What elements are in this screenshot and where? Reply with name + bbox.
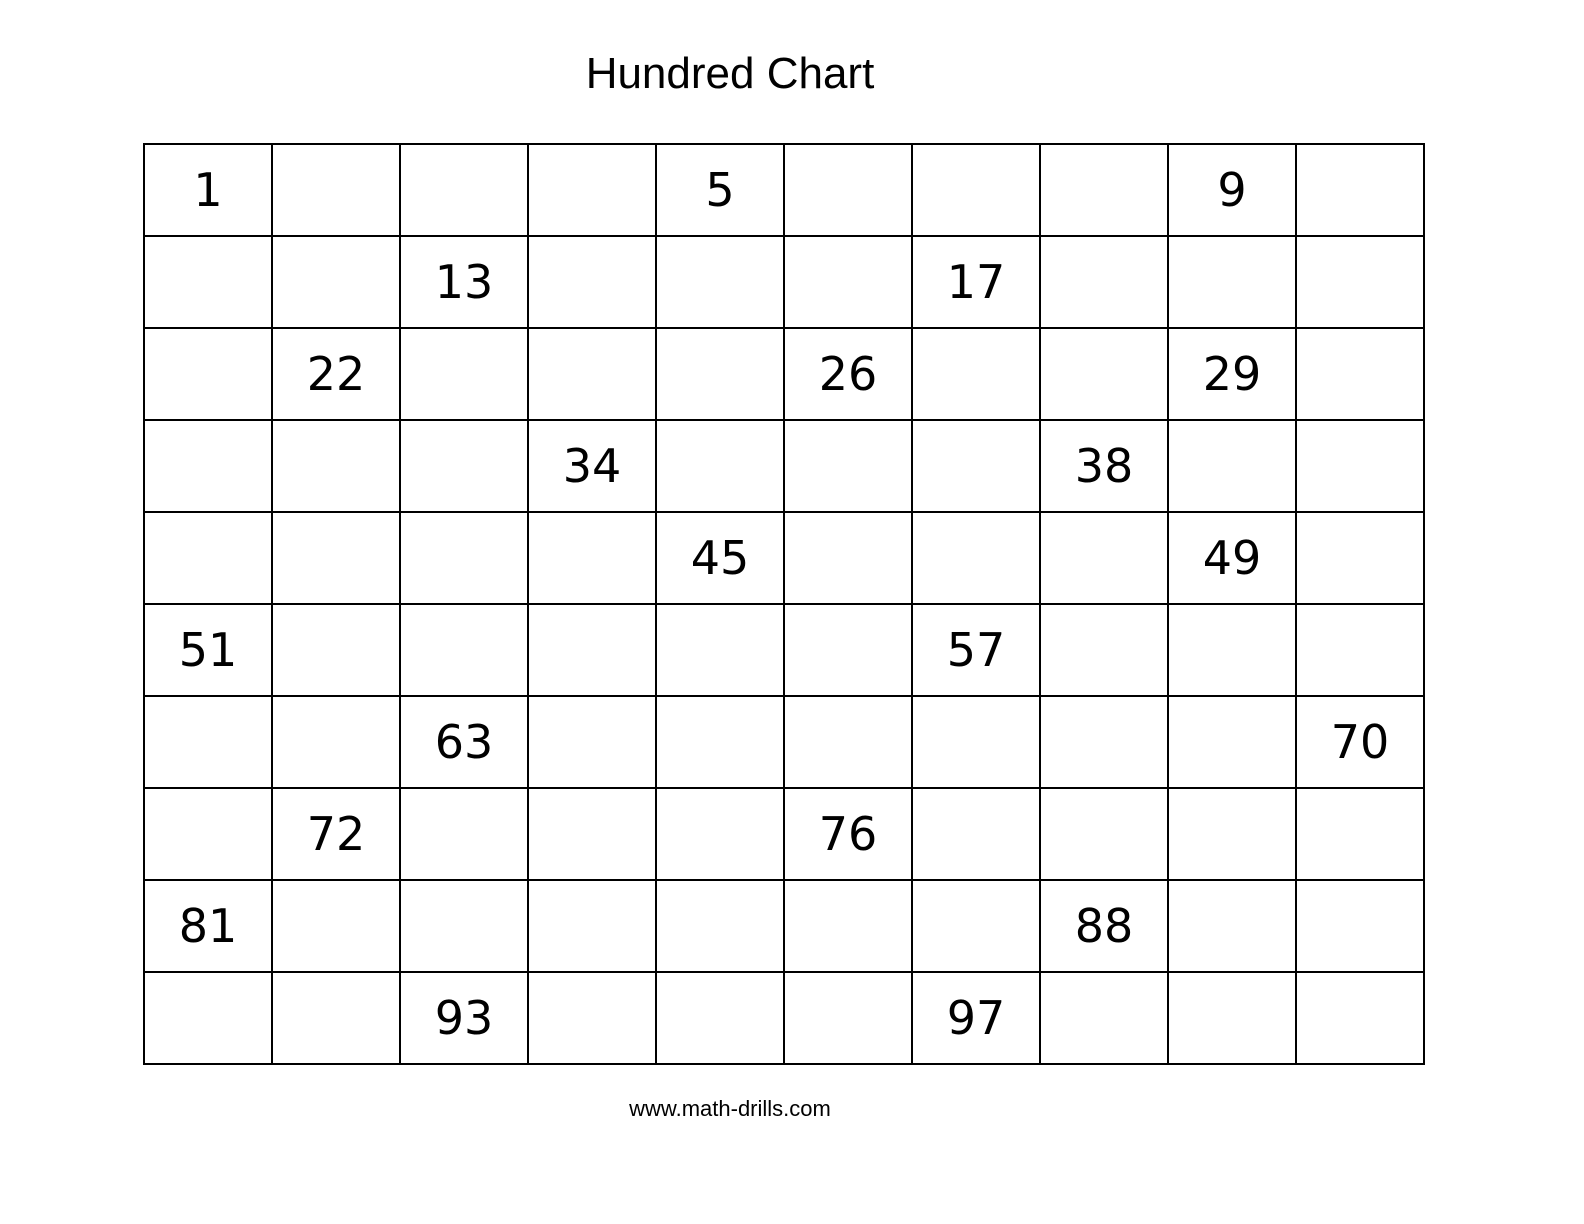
grid-cell-blank[interactable] [144,420,272,512]
grid-cell-filled: 76 [784,788,912,880]
grid-cell-blank[interactable] [1168,236,1296,328]
grid-cell-blank[interactable] [400,512,528,604]
grid-cell-filled: 34 [528,420,656,512]
grid-cell-blank[interactable] [912,880,1040,972]
grid-cell-blank[interactable] [912,788,1040,880]
grid-cell-blank[interactable] [784,144,912,236]
grid-cell-blank[interactable] [656,880,784,972]
grid-cell-blank[interactable] [784,512,912,604]
grid-cell-blank[interactable] [528,604,656,696]
grid-cell-filled: 29 [1168,328,1296,420]
grid-cell-blank[interactable] [272,236,400,328]
grid-cell-blank[interactable] [1040,144,1168,236]
grid-row [144,144,1424,236]
grid-cell-filled: 70 [1296,696,1424,788]
grid-cell-blank[interactable] [272,696,400,788]
grid-cell-blank[interactable] [1296,328,1424,420]
grid-row [144,512,1424,604]
grid-cell-blank[interactable] [528,880,656,972]
grid-cell-blank[interactable] [912,696,1040,788]
grid-cell-blank[interactable] [656,972,784,1064]
grid-cell-filled: 51 [144,604,272,696]
grid-row [144,972,1424,1064]
grid-cell-filled: 57 [912,604,1040,696]
grid-cell-filled: 17 [912,236,1040,328]
grid-cell-filled: 72 [272,788,400,880]
grid-cell-filled: 38 [1040,420,1168,512]
grid-cell-blank[interactable] [1040,696,1168,788]
grid-cell-blank[interactable] [1040,788,1168,880]
grid-cell-blank[interactable] [528,788,656,880]
grid-cell-blank[interactable] [272,144,400,236]
grid-cell-blank[interactable] [272,972,400,1064]
grid-cell-blank[interactable] [272,880,400,972]
grid-cell-filled: 5 [656,144,784,236]
grid-row [144,420,1424,512]
grid-cell-blank[interactable] [1296,144,1424,236]
grid-body [144,144,1424,1064]
grid-cell-blank[interactable] [400,788,528,880]
grid-cell-blank[interactable] [656,788,784,880]
grid-cell-blank[interactable] [400,604,528,696]
grid-cell-blank[interactable] [528,512,656,604]
grid-cell-blank[interactable] [1168,696,1296,788]
grid-cell-blank[interactable] [1296,972,1424,1064]
grid-cell-blank[interactable] [272,512,400,604]
grid-row [144,696,1424,788]
grid-cell-blank[interactable] [656,236,784,328]
grid-cell-blank[interactable] [144,788,272,880]
grid-cell-blank[interactable] [144,972,272,1064]
grid-cell-blank[interactable] [1296,788,1424,880]
grid-cell-blank[interactable] [912,420,1040,512]
grid-cell-blank[interactable] [1168,420,1296,512]
grid-row [144,236,1424,328]
grid-cell-blank[interactable] [144,512,272,604]
grid-cell-filled: 81 [144,880,272,972]
grid-cell-blank[interactable] [784,604,912,696]
grid-cell-blank[interactable] [912,144,1040,236]
grid-cell-blank[interactable] [528,696,656,788]
footer-url: www.math-drills.com [629,1096,831,1121]
grid-cell-blank[interactable] [656,420,784,512]
grid-cell-filled: 49 [1168,512,1296,604]
grid-cell-blank[interactable] [144,696,272,788]
grid-cell-filled: 63 [400,696,528,788]
grid-cell-blank[interactable] [1040,512,1168,604]
grid-cell-blank[interactable] [528,144,656,236]
grid-cell-blank[interactable] [1040,604,1168,696]
grid-cell-blank[interactable] [784,880,912,972]
grid-cell-blank[interactable] [1168,880,1296,972]
grid-row [144,328,1424,420]
grid-cell-blank[interactable] [656,696,784,788]
grid-cell-filled: 9 [1168,144,1296,236]
grid-cell-blank[interactable] [528,236,656,328]
grid-cell-blank[interactable] [400,144,528,236]
page-title: Hundred Chart [585,49,875,98]
grid-cell-blank[interactable] [784,420,912,512]
grid-cell-blank[interactable] [1296,236,1424,328]
grid-cell-blank[interactable] [144,236,272,328]
grid-row [144,788,1424,880]
grid-cell-filled: 45 [656,512,784,604]
grid-cell-filled: 13 [400,236,528,328]
grid-cell-blank[interactable] [1296,880,1424,972]
grid-cell-filled: 22 [272,328,400,420]
grid-cell-blank[interactable] [784,236,912,328]
grid-cell-blank[interactable] [144,328,272,420]
grid-cell-blank[interactable] [1040,972,1168,1064]
grid-cell-filled: 97 [912,972,1040,1064]
grid-row [144,880,1424,972]
grid-cell-filled: 93 [400,972,528,1064]
grid-cell-blank[interactable] [1296,604,1424,696]
grid-cell-blank[interactable] [1040,328,1168,420]
grid-cell-blank[interactable] [1040,236,1168,328]
grid-cell-blank[interactable] [1296,512,1424,604]
grid-cell-blank[interactable] [912,512,1040,604]
grid-cell-blank[interactable] [1168,604,1296,696]
grid-cell-blank[interactable] [528,328,656,420]
grid-cell-blank[interactable] [1168,972,1296,1064]
grid-cell-blank[interactable] [784,696,912,788]
grid-cell-blank[interactable] [400,328,528,420]
grid-cell-blank[interactable] [400,420,528,512]
grid-cell-blank[interactable] [912,328,1040,420]
grid-cell-filled: 88 [1040,880,1168,972]
grid-cell-blank[interactable] [656,604,784,696]
hundred-grid [143,143,1425,1065]
grid-cell-blank[interactable] [400,880,528,972]
grid-cell-blank[interactable] [1168,788,1296,880]
grid-cell-blank[interactable] [784,972,912,1064]
grid-cell-filled: 1 [144,144,272,236]
grid-cell-blank[interactable] [528,972,656,1064]
grid-cell-blank[interactable] [656,328,784,420]
grid-row [144,604,1424,696]
grid-cell-blank[interactable] [272,604,400,696]
grid-cell-filled: 26 [784,328,912,420]
grid-cell-blank[interactable] [1296,420,1424,512]
grid-cell-blank[interactable] [272,420,400,512]
